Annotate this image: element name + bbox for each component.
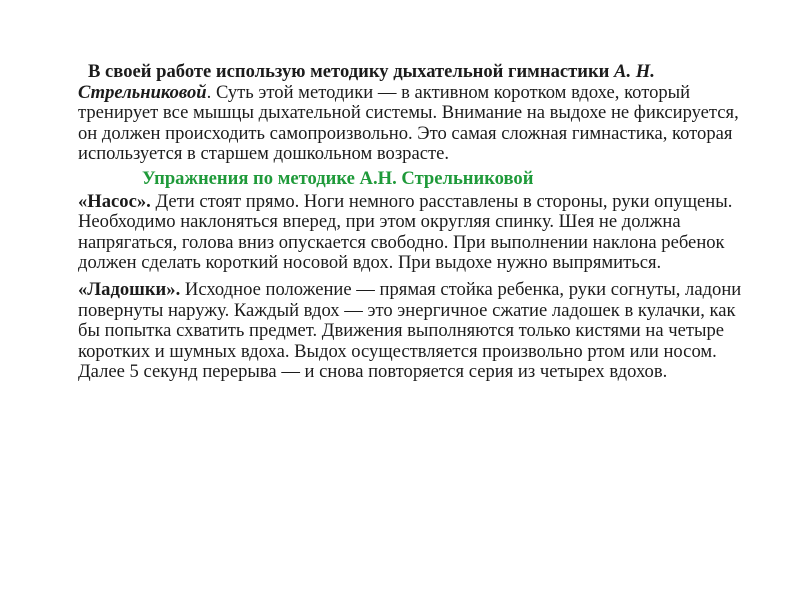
intro-author: А. Н. Стрельниковой (78, 61, 655, 103)
section-heading: Упражнения по методике А.Н. Стрельниковой (142, 167, 534, 189)
intro-paragraph (78, 62, 758, 165)
exercise-text-ladoshki: Исходное положение — прямая стойка ребенка, руки согнуты, ладони повернуты наружу. Каждый вдох — это энергичное сжатие ладошек в кулачки, как бы попытка схватить предмет. Движения выполняются только кистями на четыре коротких и шумных вдоха. Выдох осуществляется произвольно ртом или носом. Далее 5 секунд перерыва — и снова повторяется серия из четырех вдохов. (78, 278, 742, 383)
slide-content (78, 62, 758, 383)
intro-body: . Суть этой методики — в активном коротком вдохе, который тренирует все мышцы дыхательной системы. Внимание на выдохе не фиксируется, он должен происходить самопроизвольно. Это самая сложная гимнастика, которая используется в старшем дошкольном возрасте. (78, 81, 739, 165)
exercise-name-nasos: «Насос». (78, 190, 151, 212)
exercise-paragraph-nasos (78, 192, 758, 274)
intro-bold-lead: В своей работе использую методику дыхательной гимнастики (88, 61, 610, 82)
exercise-text-nasos: Дети стоят прямо. Ноги немного расставлены в стороны, руки опущены. Необходимо наклоняться вперед, при этом округляя спинку. Шея не должна напрягаться, голова вниз опускается свободно. При выполнении наклона ребенок должен сделать короткий носовой вдох. При выдохе нужно выпрямиться. (78, 190, 733, 274)
exercise-paragraph-ladoshki (78, 280, 758, 383)
exercise-name-ladoshki: «Ладошки». (78, 278, 181, 300)
